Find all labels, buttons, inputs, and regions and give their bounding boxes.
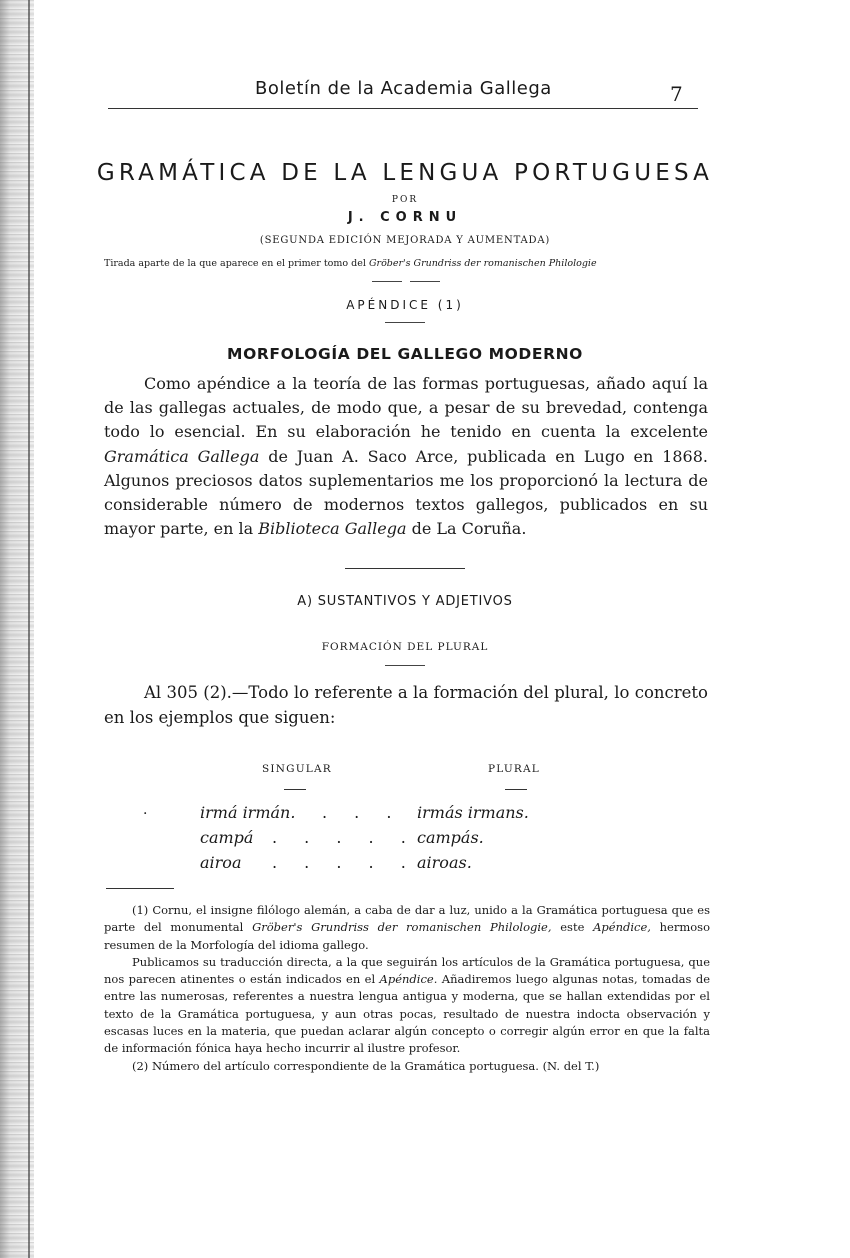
footnote-2: (2) Número del artículo correspondiente de la Gramática portuguesa. (N. del T.) [132,1058,600,1073]
appendix-heading: APÉNDICE (1) [346,298,464,312]
example-dots-2: . . . . . [272,828,417,847]
plural-column-heading: PLURAL [488,763,540,775]
footnote-1-apendice: Apéndice, [593,920,651,935]
example-plural-2: campás. [417,828,484,847]
intro-work-2: Biblioteca Gallega [258,519,407,539]
appendix-rule [385,322,425,323]
margin-mark: · [143,806,148,822]
intro-paragraph [104,372,708,541]
footnote-1-text-3: hermoso resumen de la Morfología del idioma gallego. [104,920,711,952]
formation-heading: FORMACIÓN DEL PLURAL [321,641,489,653]
footnote-1-work: Gröber's Grundriss der romanischen Philologie, [252,920,552,935]
by-line: POR [391,195,419,205]
singular-column-heading: SINGULAR [262,763,332,775]
scan-edge-line [28,0,30,1258]
offprint-note [104,258,710,269]
plural-column-rule [505,789,527,790]
formation-rule [385,665,425,666]
edition-note: (SEGUNDA EDICIÓN MEJORADA Y AUMENTADA) [259,235,551,246]
article-305-paragraph: Al 305 (2).—Todo lo referente a la formación del plural, lo concreto en los ejemplos que siguen: [104,683,708,727]
footnotes [104,902,710,1075]
example-plural-1: irmás irmans. [417,803,529,822]
author-name: J. CORNU [347,210,463,225]
subsection-heading: A) SUSTANTIVOS Y ADJETIVOS [297,594,513,609]
footnote-rule [106,888,174,889]
main-title: GRAMÁTICA DE LA LENGUA PORTUGUESA [96,160,714,186]
example-singular-1: irmá irmán. [200,803,296,822]
singular-column-rule [284,789,306,790]
section-title: MORFOLOGÍA DEL GALLEGO MODERNO [227,345,583,363]
footnote-1-text-2: este [560,920,585,935]
example-dots-3: . . . . . [272,853,417,872]
footnote-1-text-1: (1) Cornu, el insigne filólogo alemán, a caba de dar a luz, unido a la Gramática portuguesa que es parte del monumental [104,903,710,935]
footnote-1b-apendice: Apéndice. [379,972,438,987]
ornament-rule-left [372,281,402,282]
intro-text-3: de La Coruña. [411,519,527,539]
intro-text-2: de Juan A. Saco Arce, publicada en Lugo en 1868. Algunos preciosos datos suplementarios me los proporcionó la lectura de considerable número de modernos textos gallegos, publicados en su mayor parte, en la [104,446,708,539]
intro-work-1: Gramática Gallega [104,446,260,466]
example-singular-2: campá [200,828,254,847]
footnote-1b-text-1: Publicamos su traducción directa, a la que seguirán los artículos de la Gramática portuguesa, que nos parecen atinentes o están indicados en el [104,954,710,987]
header-rule [108,108,698,109]
footnote-1 [104,902,710,954]
ornament-rule-right [410,281,440,282]
offprint-text: Tirada aparte de la que aparece en el primer tomo del [104,258,366,269]
intro-text-1: Como apéndice a la teoría de las formas portuguesas, añado aquí la de las gallegas actuales, de modo que, a pesar de su brevedad, contenga todo lo esencial. En su elaboración he tenido en cuenta la excelente [104,374,708,442]
example-singular-3: airoa [200,853,242,872]
footnote-1-continued [104,954,710,1058]
footnote-1b-text-2: Añadiremos luego algunas notas, tomadas de entre las numerosas, referentes a nuestra lengua antigua y moderna, que se hallan extendidas por el texto de la Gramática portuguesa, y aun otras pocas, resultado de nuestra indocta observación y escasas luces en la materia, que puedan aclarar algún concepto o corregir algún error en que la falta de información fónica haya hecho incurrir al ilustre profesor. [104,972,710,1056]
example-dots-1: . . . [322,803,403,822]
example-plural-3: airoas. [417,853,472,872]
running-head: Boletín de la Academia Gallega [255,78,552,99]
offprint-work: Gröber's Grundriss der romanischen Philologie [368,258,597,269]
section-divider [345,568,465,569]
page-number: 7 [670,82,683,106]
